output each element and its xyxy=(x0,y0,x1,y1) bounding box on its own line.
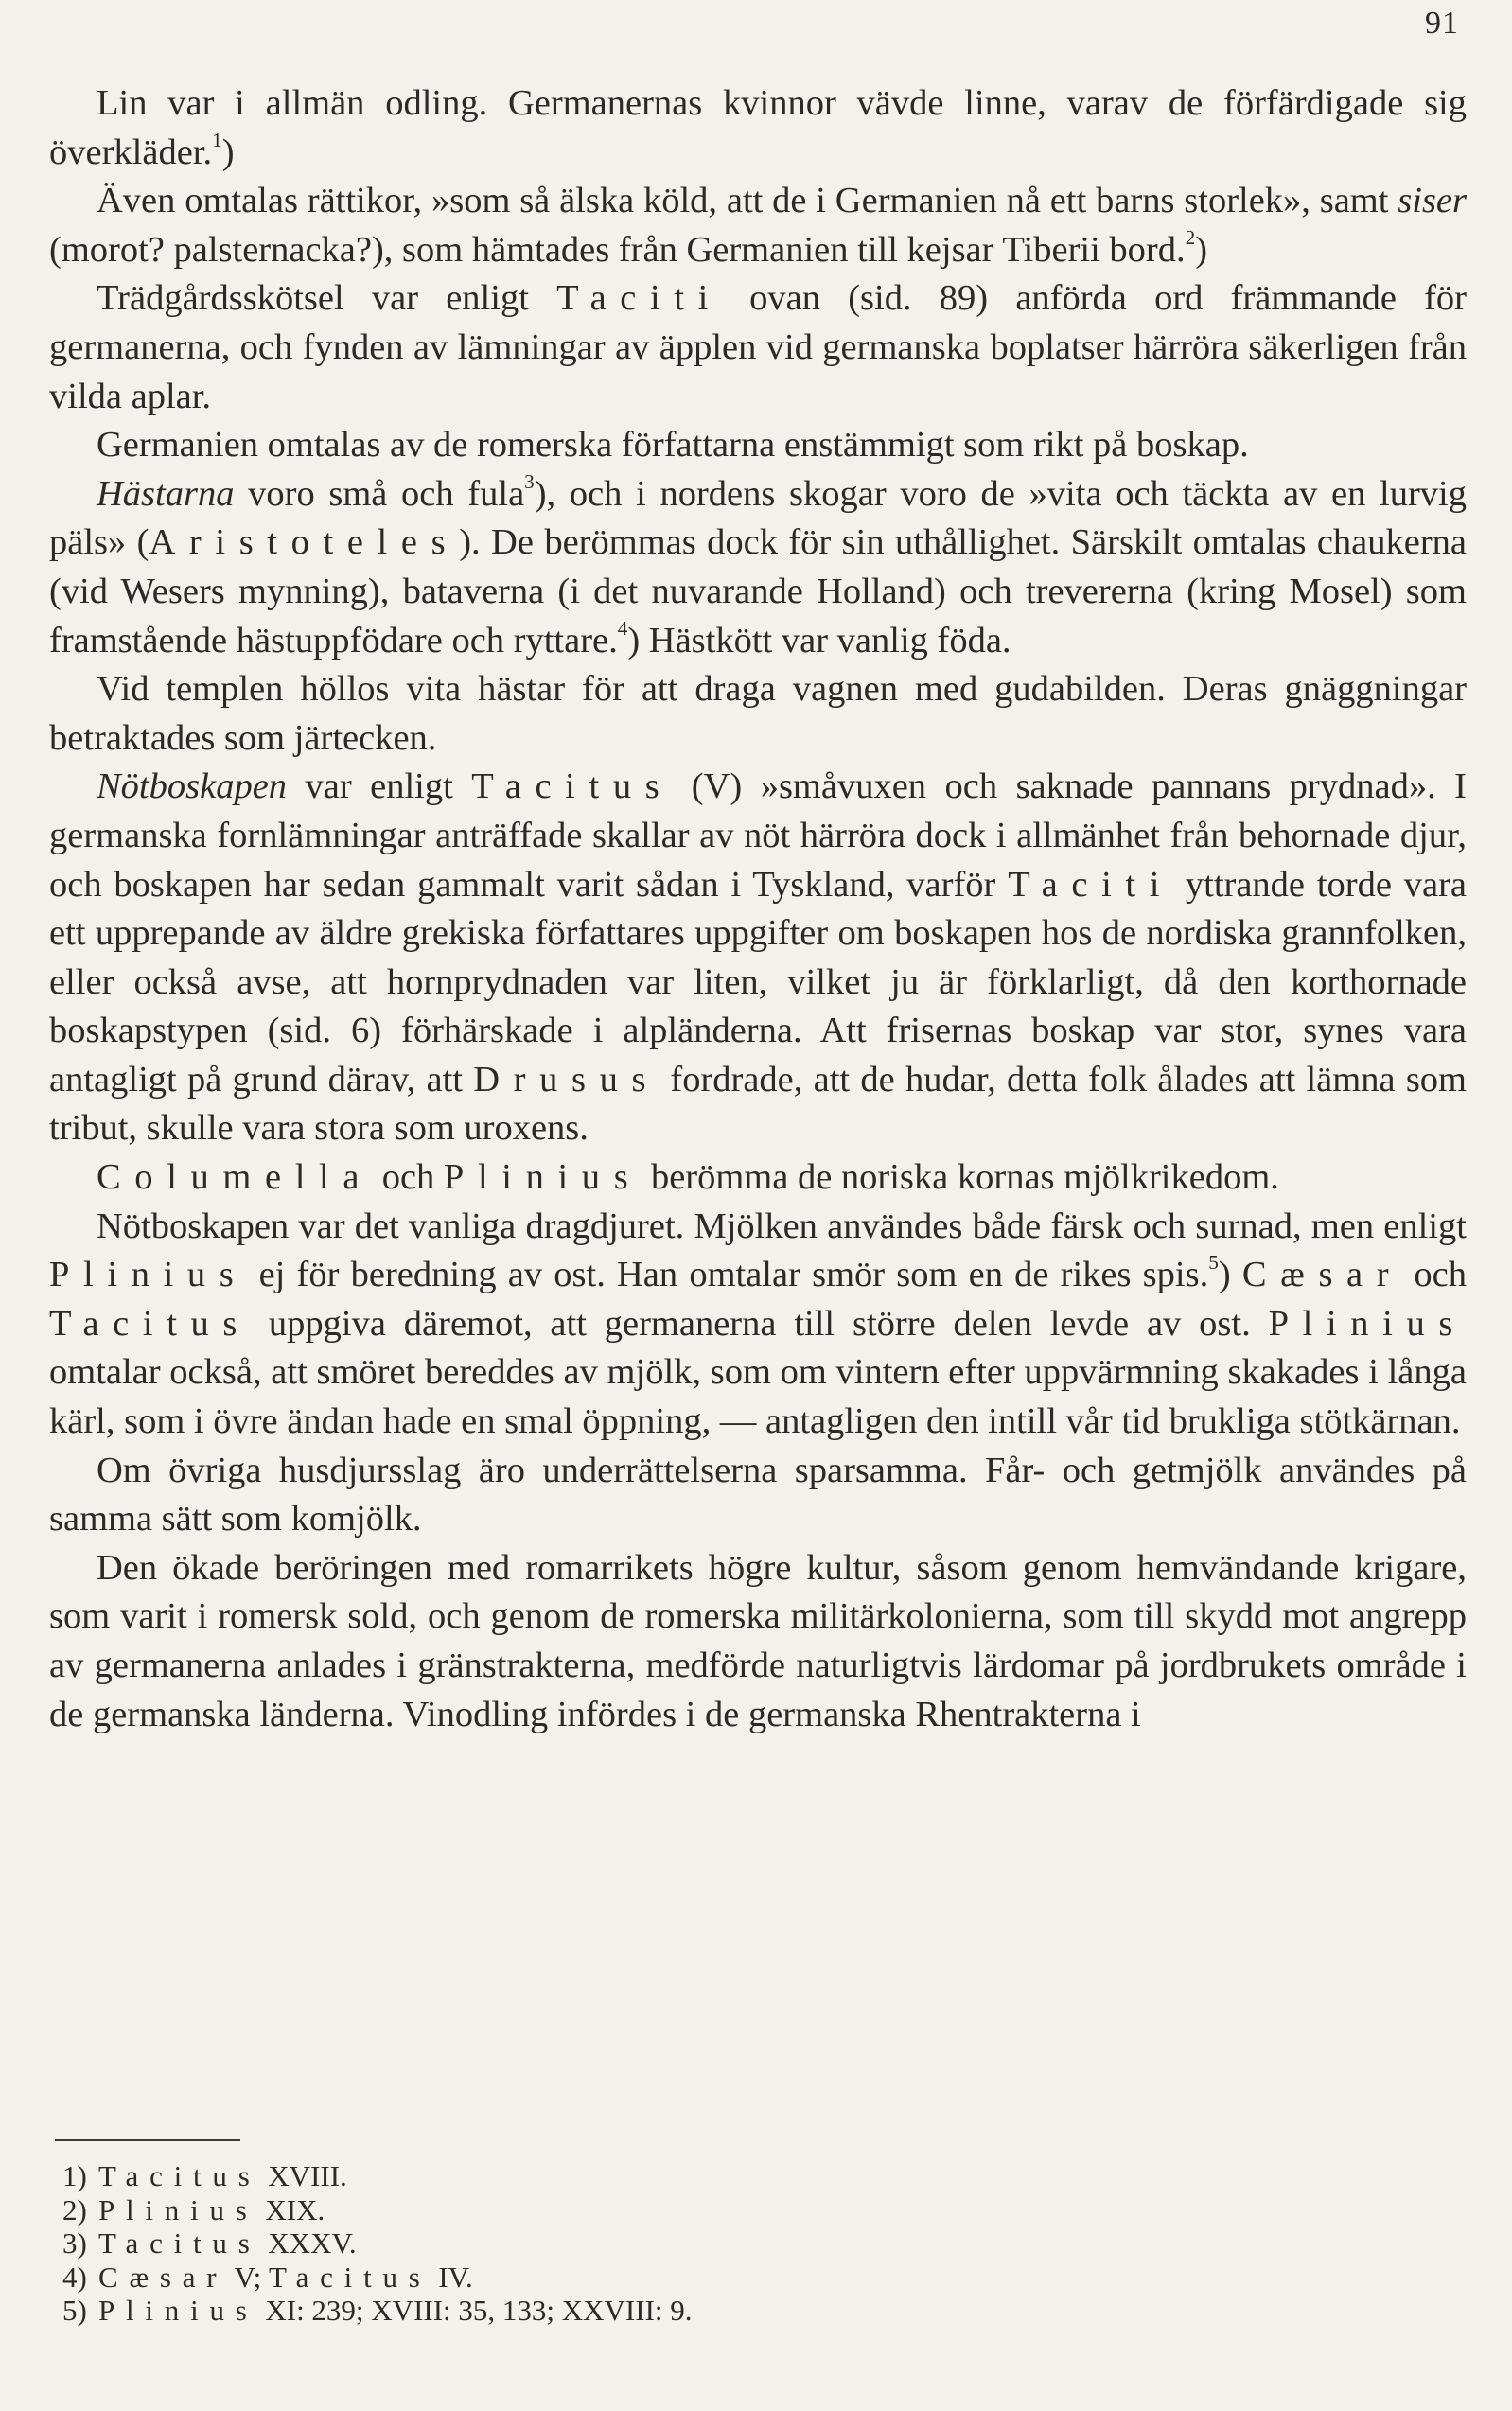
text-run: XI: 239; XVIII: 35, 133; XXVIII: 9. xyxy=(257,2294,693,2327)
footnote xyxy=(62,2159,1137,2193)
paragraph xyxy=(49,763,1467,1153)
text-run: ) Hästkött var vanlig föda. xyxy=(627,620,1011,660)
text-run: Nötboskapen var det vanliga dragdjuret. Mjölken användes både färsk och surnad, men enligt xyxy=(97,1206,1467,1246)
text-run: ovan (sid. 89) anförda ord främmande för germanerna, och fynden av lämningar av äpplen vid germanska boplatser härröra säkerligen från vilda aplar. xyxy=(49,278,1467,416)
author-name: Plinius xyxy=(98,2294,258,2327)
text-run: IV. xyxy=(431,2260,473,2294)
footnote xyxy=(62,2294,1137,2328)
text-run: Trädgårdsskötsel var enligt xyxy=(97,278,557,319)
text-run: XXXV. xyxy=(260,2226,357,2260)
text-run: Om övriga husdjursslag äro underrättelserna sparsamma. Får- och getmjölk användes på samma sätt som komjölk. xyxy=(49,1450,1467,1540)
footnote xyxy=(62,2226,1137,2261)
paragraph xyxy=(49,274,1467,421)
footnote-reference: 4 xyxy=(617,616,628,640)
italic-term: siser xyxy=(1398,181,1467,221)
author-name: Columella xyxy=(97,1157,374,1198)
author-name: Drusus xyxy=(473,1059,660,1100)
footnote-divider xyxy=(55,2139,240,2141)
italic-term: Hästarna xyxy=(97,473,235,514)
author-name: Tacitus xyxy=(269,2260,431,2294)
text-run: Den ökade beröringen med romarrikets högre kultur, såsom genom hemvändande krigare, som varit i romersk sold, och genom de romerska militärkolonierna, som till skydd mot angrepp av germanerna anlades i gränstrakterna, medförde naturligtvis lärdomar på jordbrukets område i de germanska länderna. Vinodling infördes i de germanska Rhentrakterna i xyxy=(49,1547,1467,1734)
footnote-reference: 5 xyxy=(1208,1251,1219,1275)
paragraph xyxy=(49,1447,1467,1544)
body-text xyxy=(49,79,1467,1739)
paragraph xyxy=(49,1544,1467,1739)
footnote-mark: 4) xyxy=(62,2260,87,2294)
footnote xyxy=(62,2260,1137,2295)
author-name: Plinius xyxy=(1268,1303,1467,1344)
text-run: (V) »småvuxen och saknade pannans prydnad». I germanska fornlämningar anträffade skallar av nöt härröra dock i allmänhet från behornade djur, och boskapen har sedan gammalt varit sådan i Tyskland, varför xyxy=(49,766,1467,905)
text-run: ) xyxy=(1218,1255,1242,1295)
text-run: ) xyxy=(221,132,235,172)
text-run: Germanien omtalas av de romerska författarna enstämmigt som rikt på boskap. xyxy=(97,425,1249,466)
text-run: ej för beredning av ost. Han omtalar smör som en de rikes spis. xyxy=(247,1255,1209,1295)
author-name: Plinius xyxy=(443,1157,642,1198)
text-run: yttrande torde vara ett upprepande av äldre grekiska författares uppgifter om boskapen hos de nordiska grannfolken, eller också avse, att hornprydnaden var liten, vilket ju är förklarligt, då den korthornade boskapstypen (sid. 6) förhärskade i alpländerna. Att frisernas boskap var stor, synes vara antagligt på grund därav, att xyxy=(49,864,1468,1100)
author-name: Tacitus xyxy=(98,2159,261,2192)
footnote-mark: 2) xyxy=(62,2192,87,2226)
text-run: voro små och fula xyxy=(234,473,525,514)
italic-term: Nötboskapen xyxy=(97,766,288,807)
author-name: Cæsar xyxy=(1241,1255,1403,1295)
text-run: ) xyxy=(1195,229,1208,270)
paragraph xyxy=(49,1153,1467,1203)
text-run: XVIII. xyxy=(260,2159,347,2192)
footnote-reference: 1 xyxy=(212,128,222,151)
text-run: ). De berömmas dock för sin uthållighet. Särskilt omtalas chaukerna (vid Wesers mynning), bataverna (i det nuvarande Holland) och trevererna (kring Mosel) som framstående hästuppfödare och ryttare. xyxy=(49,522,1467,660)
paragraph xyxy=(49,665,1467,763)
text-run: V; xyxy=(227,2260,270,2294)
paragraph xyxy=(49,177,1467,274)
text-run: Även omtalas rättikor, »som så älska köld, att de i Germanien nå ett barns storlek», samt xyxy=(97,181,1398,221)
text-run: berömma de noriska kornas mjölkrikedom. xyxy=(642,1157,1279,1198)
paragraph xyxy=(49,1203,1467,1447)
footnote-mark: 5) xyxy=(62,2294,87,2327)
text-run: och xyxy=(1402,1255,1468,1295)
text-run: Vid templen höllos vita hästar för att draga vagnen med gudabilden. Deras gnäggningar betraktades som järtecken. xyxy=(49,669,1467,758)
paragraph xyxy=(49,470,1467,665)
author-name: Taciti xyxy=(556,278,722,319)
author-name: Tacitus xyxy=(49,1303,252,1344)
text-run: uppgiva däremot, att germanerna till större delen levde av ost. xyxy=(251,1303,1269,1344)
page-number: 91 xyxy=(1425,6,1459,41)
paragraph xyxy=(49,421,1467,470)
footnote-reference: 3 xyxy=(524,469,535,493)
text-run: Lin var i allmän odling. Germanernas kvinnor vävde linne, varav de förfärdigade sig överkläder. xyxy=(49,83,1467,172)
author-name: Tacitus xyxy=(98,2226,261,2260)
author-name: Plinius xyxy=(49,1255,248,1295)
footnote-mark: 1) xyxy=(62,2159,87,2192)
author-name: Taciti xyxy=(1008,864,1174,905)
author-name: Cæsar xyxy=(98,2260,228,2294)
text-run: fordrade, att de hudar, detta folk ålades att lämna som tribut, skulle vara stora som uroxens. xyxy=(49,1059,1467,1149)
text-run: XIX. xyxy=(257,2192,325,2226)
paragraph xyxy=(49,79,1467,177)
footnote-reference: 2 xyxy=(1185,225,1196,249)
footnotes xyxy=(62,2159,1137,2328)
footnote xyxy=(62,2192,1137,2227)
text-run: var enligt xyxy=(287,766,472,807)
text-run: omtalar också, att smöret bereddes av mjölk, som om vintern efter uppvärmning skakades i långa kärl, som i övre ändan hade en smal öppning, — antagligen den intill vår tid brukliga stötkärnan. xyxy=(49,1352,1467,1442)
author-name: Plinius xyxy=(98,2192,258,2226)
author-name: Tacitus xyxy=(471,766,674,807)
footnote-mark: 3) xyxy=(62,2226,87,2260)
author-name: Aristoteles xyxy=(149,522,460,563)
text-run: ), och i nordens skogar voro de »vita och täckta av en lurvig päls» ( xyxy=(49,473,1467,563)
text-run: (morot? palsternacka?), som hämtades från Germanien till kejsar Tiberii bord. xyxy=(49,229,1186,270)
text-run: och xyxy=(373,1157,444,1198)
